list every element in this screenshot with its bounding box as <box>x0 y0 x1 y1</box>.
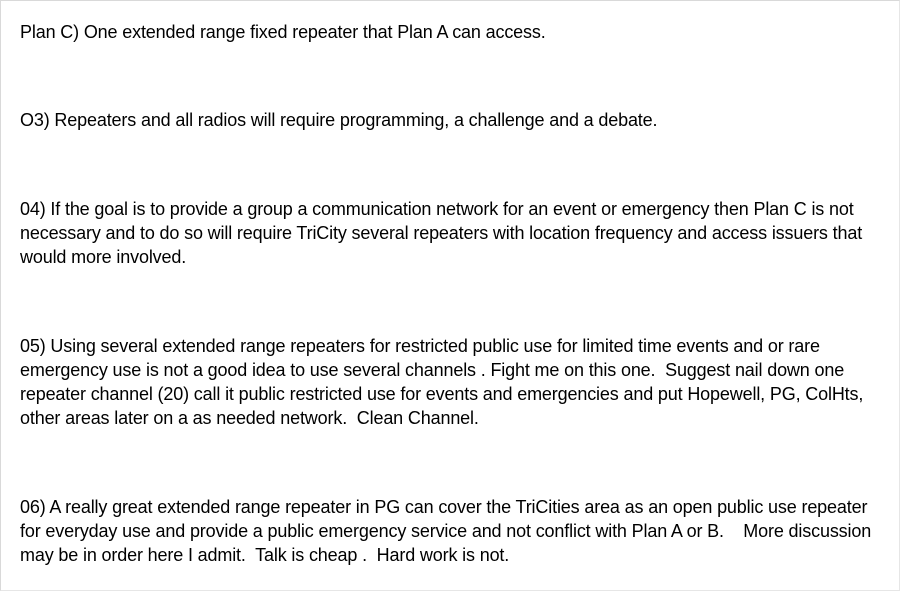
paragraph-03-programming: O3) Repeaters and all radios will require programming, a challenge and a debate. <box>20 110 658 130</box>
paragraph-05-restricted-use: 05) Using several extended range repeaters for restricted public use for limited time events and or rare emergency use is not a good idea to use several channels . Fight me on this one. Suggest nail down one repeater channel (20) call it public restricted use for events and emergencies and put Hopewell, PG, ColHts, other areas later on a as needed network. Clean Channel. <box>20 336 869 428</box>
paragraph-04-goal: 04) If the goal is to provide a group a communication network for an event or emergency then Plan C is not necessary and to do so will require TriCity several repeaters with location frequency and access issuers that would more involved. <box>20 199 867 267</box>
paragraph-06-pg-repeater: 06) A really great extended range repeater in PG can cover the TriCities area as an open public use repeater for everyday use and provide a public emergency service and not conflict with Plan A or B. More discussion may be in order here I admit. Talk is cheap . Hard work is not. <box>20 497 876 565</box>
paragraph-plan-c: Plan C) One extended range fixed repeater that Plan A can access. <box>20 22 546 42</box>
